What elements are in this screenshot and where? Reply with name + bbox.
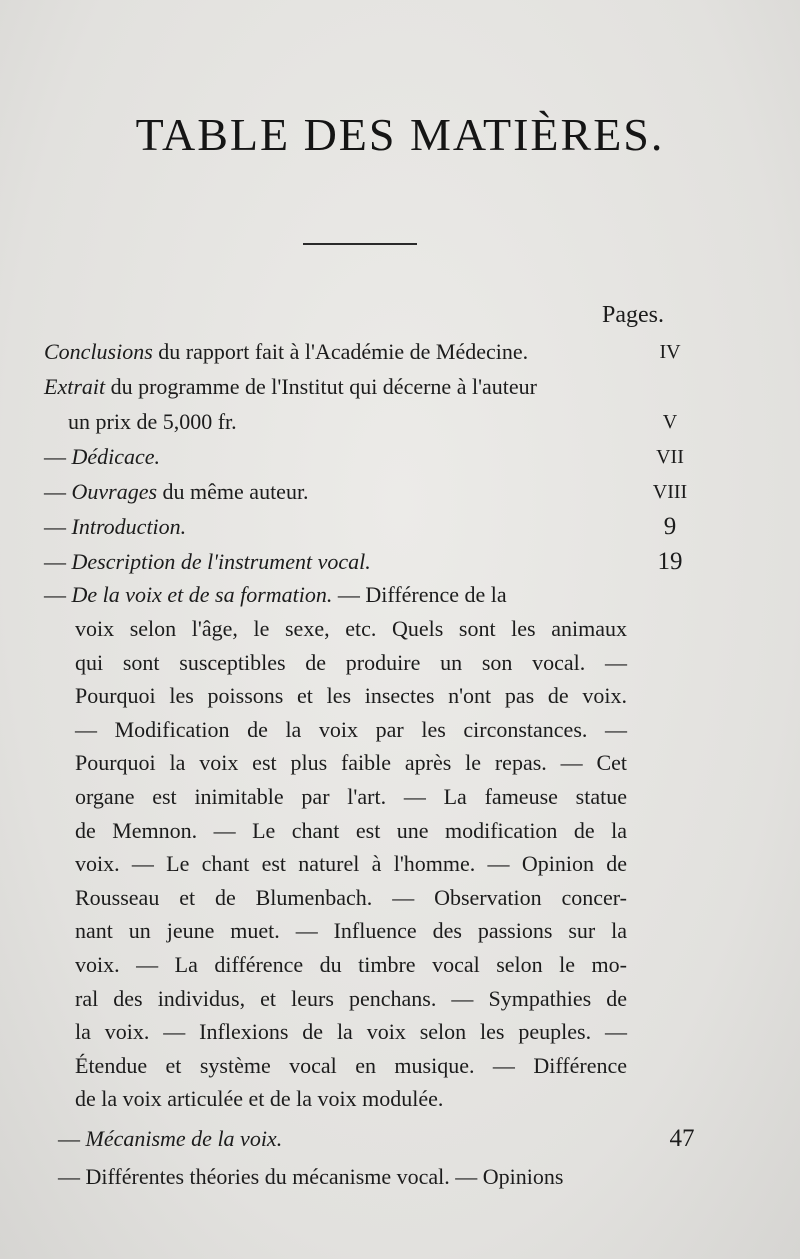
toc-entry-description <box>75 612 627 1116</box>
description-line: de Memnon. — Le chant est une modification de la <box>75 817 627 843</box>
toc-entry <box>0 405 800 439</box>
description-line: la voix. — Inflexions de la voix selon les peuples. — <box>75 1019 627 1045</box>
toc-entry-page: VIII <box>652 481 688 503</box>
description-line: voix. — Le chant est naturel à l'homme. — Opinion de <box>75 851 627 877</box>
description-line: Étendue et système vocal en musique. — Différence <box>75 1052 627 1078</box>
page-title: TABLE DES MATIÈRES. <box>135 109 665 160</box>
toc-entry <box>0 370 800 404</box>
toc-entry-page: 19 <box>657 548 683 575</box>
description-line: voix. — La différence du timbre vocal selon le mo- <box>75 951 627 977</box>
toc-entry-page: IV <box>659 341 681 363</box>
description-line: voix selon l'âge, le sexe, etc. Quels sont les animaux <box>75 616 627 641</box>
toc-entry <box>0 510 800 544</box>
toc-entry <box>0 1160 800 1194</box>
description-line: ral des individus, et leurs penchans. — Sympathies de <box>75 985 627 1011</box>
toc-entry <box>0 1122 800 1156</box>
description-line: — Modification de la voix par les circonstances. — <box>75 716 627 742</box>
toc-entry-page: V <box>662 411 678 433</box>
toc-entry <box>0 335 800 369</box>
description-line: Pourquoi les poissons et les insectes n'ont pas de voix. <box>75 683 627 709</box>
toc-entry-text: Conclusions du rapport fait à l'Académie de Médecine. <box>44 339 529 364</box>
description-line: nant un jeune muet. — Influence des passions sur la <box>75 918 627 944</box>
description-line: de la voix articulée et de la voix modulée. <box>75 1086 444 1112</box>
toc-entry <box>0 440 800 474</box>
description-line: Rousseau et de Blumenbach. — Observation concer- <box>75 884 627 910</box>
toc-entry <box>0 578 800 612</box>
title-rule <box>303 243 417 245</box>
pages-column-heading: Pages. <box>602 302 664 328</box>
toc-entry-page: 47 <box>669 1125 695 1152</box>
description-line: qui sont susceptibles de produire un son vocal. — <box>75 649 627 675</box>
toc-entry-text: Extrait du programme de l'Institut qui décerne à l'auteur <box>44 374 537 399</box>
toc-entry <box>0 545 800 579</box>
toc-entry-page: VII <box>656 446 684 468</box>
toc-entry-text: — De la voix et de sa formation. — Différence de la <box>44 582 507 607</box>
description-line: organe est inimitable par l'art. — La fameuse statue <box>75 783 627 809</box>
toc-entry <box>0 475 800 509</box>
toc-entry-text: — Mécanisme de la voix. <box>58 1126 283 1151</box>
toc-entry-text: — Différentes théories du mécanisme vocal. — Opinions <box>58 1164 564 1189</box>
toc-entry-text: — Ouvrages du même auteur. <box>44 479 309 504</box>
toc-entry-text: — Dédicace. <box>44 444 161 469</box>
toc-entry-text: — Introduction. <box>44 514 187 539</box>
description-line: Pourquoi la voix est plus faible après le repas. — Cet <box>75 750 627 776</box>
toc-entry-text: — Description de l'instrument vocal. <box>44 549 371 574</box>
toc-entry-text: un prix de 5,000 fr. <box>68 409 237 434</box>
toc-entry-page: 9 <box>663 513 677 540</box>
